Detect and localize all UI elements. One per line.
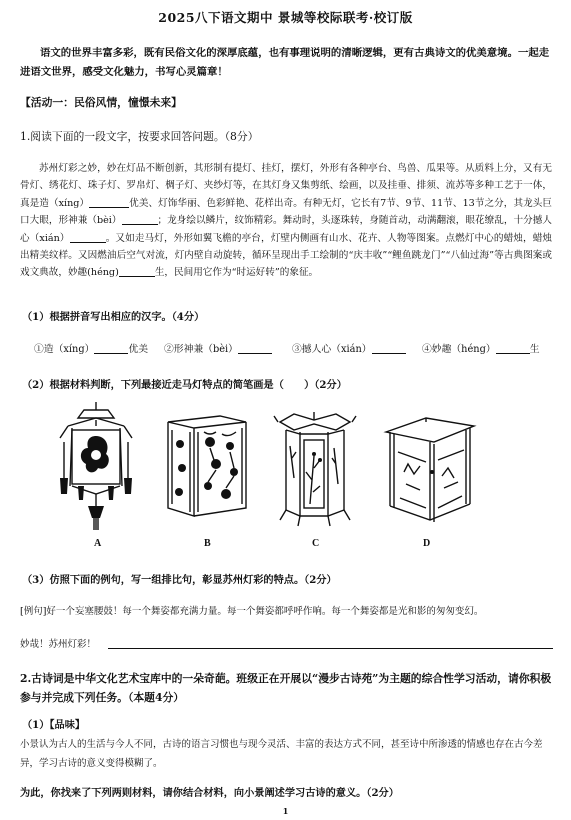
option-c-label: C: [312, 538, 320, 549]
revolving-lantern-d-icon[interactable]: [380, 412, 480, 526]
fill-label: ②形神兼（bèi）: [164, 344, 238, 355]
activity-heading: 【活动一：民俗风情，憧憬未来】: [20, 96, 182, 109]
fill-blank[interactable]: [372, 343, 406, 354]
blank-heng[interactable]: [119, 266, 155, 277]
blank-bei[interactable]: [122, 214, 158, 225]
example-sentence: [例句]好一个妄塞腰鼓！每一个舞姿都充满力量。每一个舞姿都呼呼作响。每一个舞姿都是光和影的匆匆变幻。: [20, 606, 484, 617]
passage-part-1: 苏州灯彩之妙，妙在灯品不断创新，其形制有提灯、挂灯，摆灯，外形有各种亭台、鸟兽、瓜果等。从质料上分，又有无骨灯、绣花灯、珠子灯、罗帛灯、椆子灯、夹纱灯等，在其灯身又集剪纸、绘画，以及挂垂、排须、流苏等多种工艺于一体，真是造（xíng）: [20, 163, 552, 209]
option-a-label: A: [94, 538, 102, 549]
passage-text: [20, 160, 552, 282]
fill-item-4: [422, 341, 539, 355]
subquestion-1: （1）根据拼音写出相应的汉字。（4分）: [22, 311, 205, 323]
fill-label: ①造（xíng）: [34, 344, 95, 355]
fill-item-1: [34, 341, 148, 355]
square-lantern-b-icon[interactable]: [160, 412, 252, 522]
hexagonal-lantern-c-icon[interactable]: [270, 408, 360, 532]
passage-part-5: 生，民间用它作为“时运好转”的象征。: [154, 267, 319, 279]
intro-paragraph: 语文的世界丰富多彩，既有民俗文化的深厚底蕴，也有事理说明的清晰逻辑，更有古典诗文的优美意境。一起走进语文世界，感受文化魅力，书写心灵篇章！: [20, 47, 550, 78]
fill-item-3: [292, 341, 406, 355]
subquestion-3: （3）仿照下面的例句，写一组排比句，彰显苏州灯彩的特点。（2分）: [22, 574, 337, 586]
answer-prefix: 妙哉！苏州灯彩！: [20, 639, 97, 650]
taste-heading: （1）【品味】: [22, 719, 86, 731]
subquestion-2: （2）根据材料判断，下列最接近走马灯特点的简笔画是（ ）（2分）: [22, 379, 347, 391]
option-b-label: B: [204, 538, 211, 549]
passage-part-2: 优美、灯饰华丽、色彩鲜艳、花样出奇。有种无灯，它长有7节、9节、11节、13节之分，其龙头巨口大眼，形神兼（bèi）: [20, 197, 552, 227]
blank-xian[interactable]: [70, 232, 106, 243]
page-title: 2025八下语文期中 景城等校际联考·校订版: [158, 10, 413, 25]
blank-xing[interactable]: [89, 197, 129, 208]
fill-blank[interactable]: [238, 343, 272, 354]
fill-item-2: [164, 341, 272, 355]
palace-lantern-a-icon[interactable]: [50, 402, 142, 532]
question-2: 2.古诗词是中华文化艺术宝库中的一朵奇葩。班级正在开展以“漫步古诗苑”为主题的综合性学习活动，请你积极参与并完成下列任务。（本题4分）: [20, 672, 552, 704]
passage-part-3: ；龙身绘以鳞片，纹饰精彩。舞动时，头逐珠转，身随首动，动满翻滚，眼花缭乱，十分撼人心（xián）: [20, 215, 552, 244]
fill-label: ③撼人心（xián）: [292, 344, 372, 355]
taste-paragraph: 小景认为古人的生活与今人不同，古诗的语言习惯也与现今灵活、丰富的表达方式不同，甚至诗中所渗透的情感也存在古今差异，学习古诗的意义变得模糊了。: [20, 739, 543, 769]
fill-suffix: 生: [529, 344, 540, 355]
fill-blank[interactable]: [496, 343, 530, 354]
fill-blank[interactable]: [94, 343, 128, 354]
closing-instruction: 为此，你找来了下列两则材料，请你结合材料，向小景阐述学习古诗的意义。（2分）: [20, 787, 399, 799]
option-d-label: D: [423, 538, 431, 549]
page-number: 1: [282, 806, 289, 816]
answer-line[interactable]: [108, 648, 553, 649]
question-1: 1.阅读下面的一段文字，按要求回答问题。（8分）: [20, 130, 259, 143]
passage-part-4: 。又如走马灯，外形如翼飞檐的亭台，灯壁内侧画有山水、花卉、人物等图案。点燃灯中心的蜡烛，蜡烛出精美纹样。又因燃油后空气对流，灯内壁自动旋转，循环呈现出手工绘制的“庆丰收”“鲤鱼跳龙门”“八仙过海”等古典图案或戏文典故，妙趣(héng): [20, 232, 552, 279]
fill-label: ④妙趣（héng）: [422, 344, 496, 355]
fill-suffix: 优美: [128, 344, 149, 355]
